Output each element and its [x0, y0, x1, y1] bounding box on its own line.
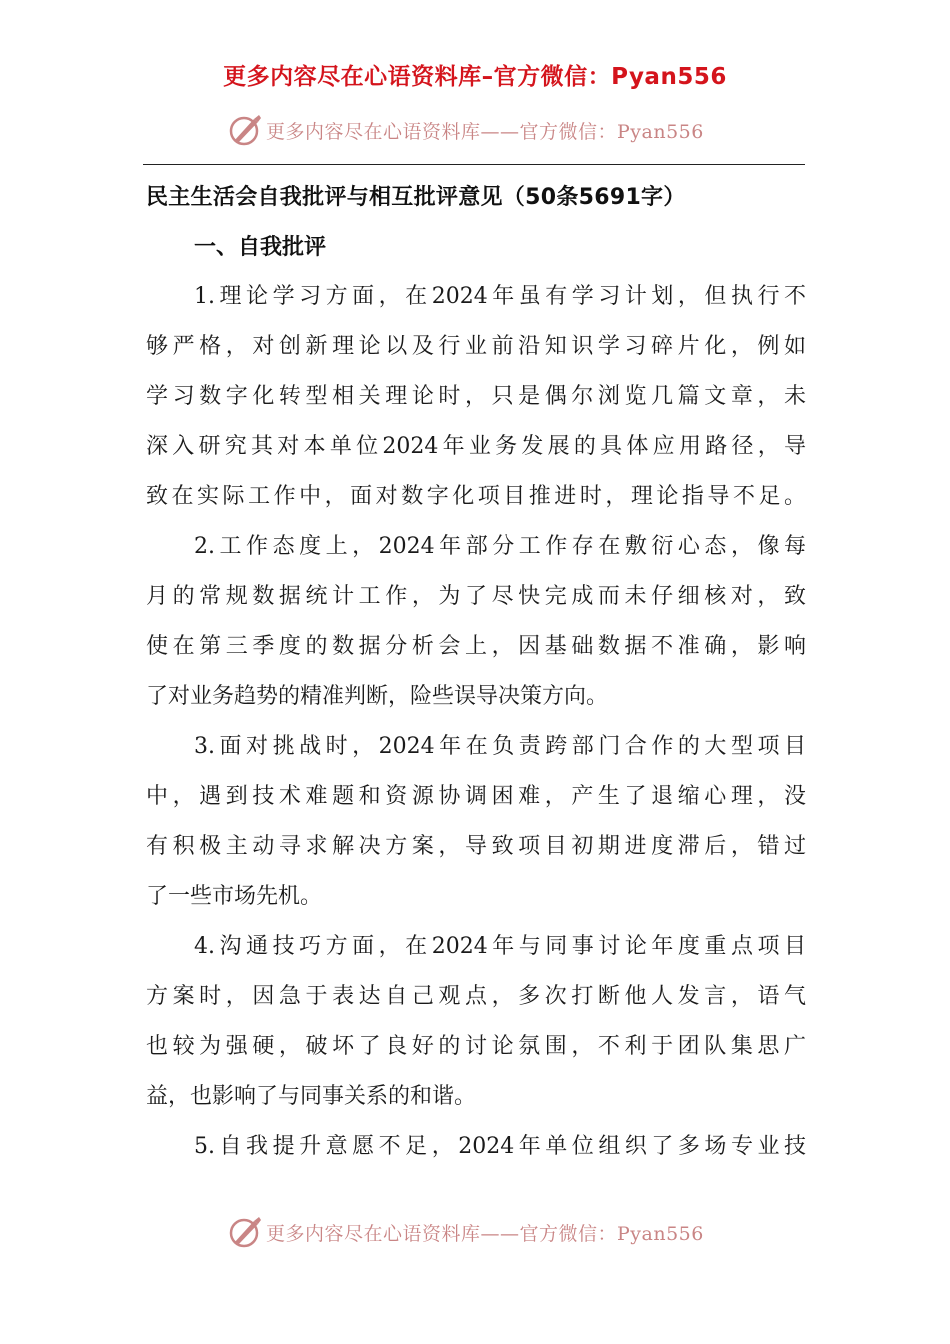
paragraph-line: 够严格，对创新理论以及行业前沿知识学习碎片化，例如 [146, 334, 806, 359]
section-heading: 一、自我批评 [194, 235, 327, 260]
paragraph-line: 有积极主动寻求解决方案，导致项目初期进度滞后，错过 [146, 834, 806, 859]
paragraph-line: 了对业务趋势的精准判断，险些误导决策方向。 [146, 684, 609, 709]
paragraph-line: 方案时，因急于表达自己观点，多次打断他人发言，语气 [146, 984, 806, 1009]
paragraph-line: 3.面对挑战时，2024年在负责跨部门合作的大型项目 [194, 734, 806, 759]
paragraph-line: 也较为强硬，破坏了良好的讨论氛围，不利于团队集思广 [146, 1034, 806, 1059]
header-divider [143, 164, 805, 165]
paragraph-line: 致在实际工作中，面对数字化项目推进时，理论指导不足。 [146, 484, 806, 509]
paragraph-line: 了一些市场先机。 [146, 884, 323, 909]
paragraph-line: 中，遇到技术难题和资源协调困难，产生了退缩心理，没 [146, 784, 806, 809]
paragraph-line: 使在第三季度的数据分析会上，因基础数据不准确，影响 [146, 634, 806, 659]
pen-circle-logo-icon [228, 1215, 262, 1249]
paragraph-line: 益，也影响了与同事关系的和谐。 [146, 1084, 477, 1109]
pen-circle-logo-icon [228, 113, 262, 147]
paragraph-line: 4.沟通技巧方面，在2024年与同事讨论年度重点项目 [194, 934, 806, 959]
header-watermark [228, 110, 704, 150]
document-title: 民主生活会自我批评与相互批评意见（50条5691字） [146, 185, 686, 210]
watermark-text: 更多内容尽在心语资料库——官方微信：Pyan556 [266, 1222, 704, 1245]
paragraph-line: 学习数字化转型相关理论时，只是偶尔浏览几篇文章，未 [146, 384, 806, 409]
footer-watermark [228, 1212, 704, 1252]
paragraph-line: 5.自我提升意愿不足，2024年单位组织了多场专业技 [194, 1134, 806, 1159]
top-banner: 更多内容尽在心语资料库–官方微信：Pyan556 [223, 64, 727, 90]
paragraph-line: 深入研究其对本单位2024年业务发展的具体应用路径，导 [146, 434, 806, 459]
paragraph-line: 1.理论学习方面，在2024年虽有学习计划，但执行不 [194, 284, 806, 309]
paragraph-line: 2.工作态度上，2024年部分工作存在敷衍心态，像每 [194, 534, 806, 559]
watermark-text: 更多内容尽在心语资料库——官方微信：Pyan556 [266, 120, 704, 143]
paragraph-line: 月的常规数据统计工作，为了尽快完成而未仔细核对，致 [146, 584, 806, 609]
